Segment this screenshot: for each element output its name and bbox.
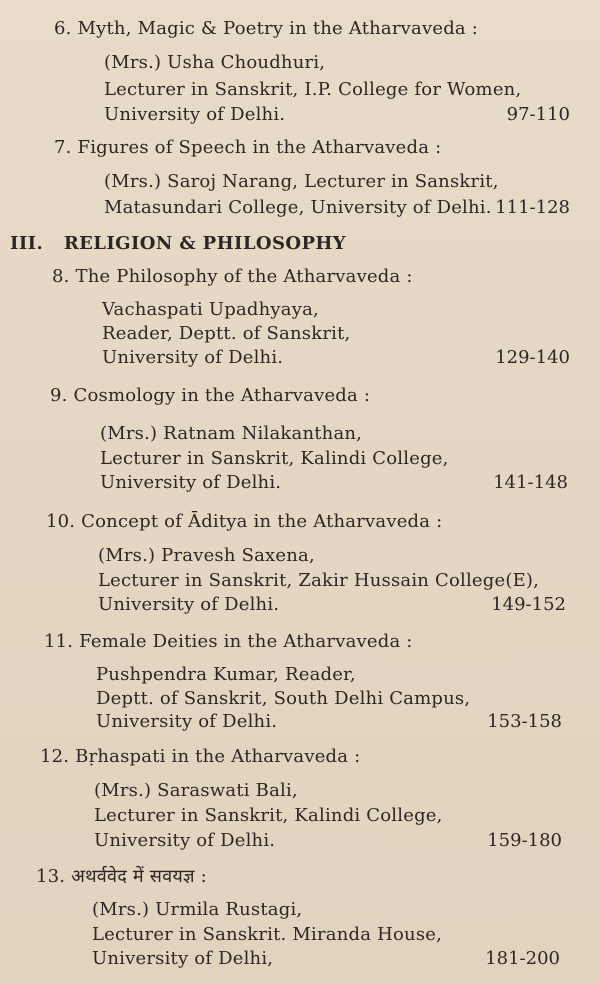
entry-11-affiliation: Deptt. of Sanskrit, South Delhi Campus, [96, 688, 471, 709]
entry-7-author: (Mrs.) Saroj Narang, Lecturer in Sanskrit, [104, 171, 499, 192]
entry-7-heading [54, 137, 441, 159]
entry-9-number: 9. [50, 385, 68, 406]
entry-10-author: (Mrs.) Pravesh Saxena, [98, 545, 315, 566]
entry-13-author: (Mrs.) Urmila Rustagi, [92, 899, 303, 920]
entry-12-author: (Mrs.) Saraswati Bali, [94, 780, 298, 801]
entry-11-author: Pushpendra Kumar, Reader, [96, 664, 356, 685]
entry-11-title: Female Deities in the Atharvaveda : [79, 631, 413, 652]
entry-12-university: University of Delhi. [94, 830, 276, 851]
entry-12-number: 12. [40, 746, 70, 767]
entry-7-number: 7. [54, 137, 72, 158]
entry-13-heading [36, 866, 207, 888]
entry-10-heading [46, 511, 442, 533]
entry-6-title: Myth, Magic & Poetry in the Atharvaveda : [77, 18, 479, 39]
entry-12-affiliation: Lecturer in Sanskrit, Kalindi College, [94, 805, 443, 826]
entry-10-number: 10. [46, 511, 76, 532]
entry-11-pages: 153-158 [487, 711, 562, 732]
entry-6-university: University of Delhi. [104, 104, 286, 125]
entry-6-number: 6. [54, 18, 72, 39]
entry-10-university: University of Delhi. [98, 594, 280, 615]
entry-9-heading [50, 385, 370, 407]
entry-7-affiliation: Matasundari College, University of Delhi. [104, 197, 492, 218]
entry-6-heading [54, 18, 478, 40]
entry-13-affiliation: Lecturer in Sanskrit. Miranda House, [92, 924, 443, 945]
entry-8-number: 8. [52, 266, 70, 287]
entry-6-author: (Mrs.) Usha Choudhuri, [104, 52, 326, 73]
entry-12-pages: 159-180 [487, 830, 562, 851]
entry-9-university: University of Delhi. [100, 472, 282, 493]
section-title: RELIGION & PHILOSOPHY [63, 233, 347, 254]
entry-6-affiliation: Lecturer in Sanskrit, I.P. College for Women, [104, 79, 522, 100]
entry-10-affiliation: Lecturer in Sanskrit, Zakir Hussain College(E), [98, 570, 540, 591]
entry-12-heading [40, 746, 360, 768]
entry-13-university: University of Delhi, [92, 948, 274, 969]
entry-11-university: University of Delhi. [96, 711, 278, 732]
entry-7-title: Figures of Speech in the Atharvaveda : [77, 137, 442, 158]
entry-8-author: Vachaspati Upadhyaya, [102, 299, 319, 320]
entry-12-title: Bṛhaspati in the Atharvaveda : [75, 746, 361, 767]
entry-9-author: (Mrs.) Ratnam Nilakanthan, [100, 423, 363, 444]
entry-8-title: The Philosophy of the Atharvaveda : [75, 266, 413, 287]
entry-7-pages: 111-128 [495, 197, 570, 218]
entry-11-number: 11. [44, 631, 74, 652]
section-numeral: III. [10, 233, 44, 254]
entry-10-title: Concept of Āditya in the Atharvaveda : [81, 511, 443, 532]
entry-9-affiliation: Lecturer in Sanskrit, Kalindi College, [100, 448, 449, 469]
entry-9-pages: 141-148 [493, 472, 568, 493]
entry-6-pages: 97-110 [506, 104, 570, 125]
entry-13-title: अथर्ववेद में सवयज्ञ : [71, 866, 207, 887]
section-heading [10, 233, 346, 255]
entry-8-affiliation: Reader, Deptt. of Sanskrit, [102, 323, 351, 344]
entry-10-pages: 149-152 [491, 594, 566, 615]
entry-9-title: Cosmology in the Atharvaveda : [73, 385, 371, 406]
entry-13-number: 13. [36, 866, 66, 887]
entry-13-pages: 181-200 [485, 948, 560, 969]
entry-8-pages: 129-140 [495, 347, 570, 368]
entry-8-university: University of Delhi. [102, 347, 284, 368]
entry-11-heading [44, 631, 413, 653]
entry-8-heading [52, 266, 413, 288]
